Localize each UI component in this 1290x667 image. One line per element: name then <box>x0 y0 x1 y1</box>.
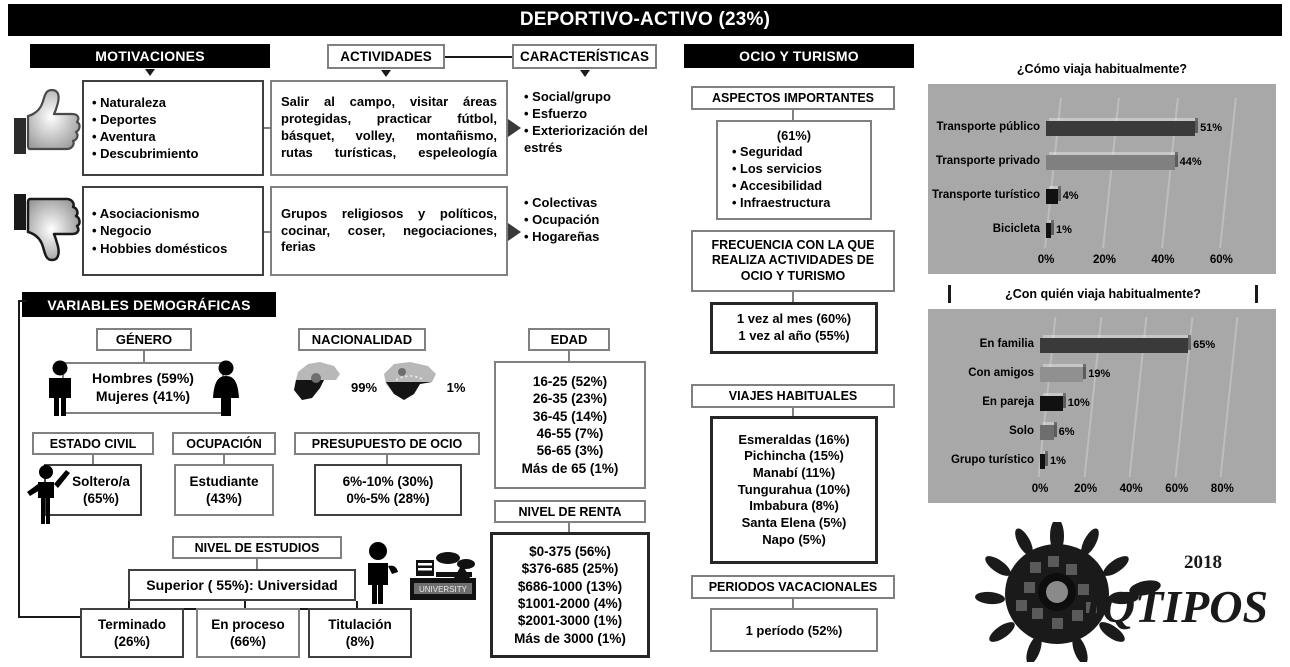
chart-category-label: Grupo turístico <box>950 454 1034 467</box>
section-header-ocio-turismo: OCIO Y TURISMO <box>684 44 914 68</box>
renta-box <box>490 532 650 658</box>
renta-item: Más de 3000 (1%) <box>514 630 626 646</box>
renta-item: $2001-3000 (1%) <box>517 613 623 629</box>
male-figure-icon <box>42 360 78 416</box>
estudios-branch-mid <box>244 601 246 608</box>
edad-box <box>494 361 646 489</box>
chart-value-label: 1% <box>1050 455 1066 468</box>
viaje-item: Pichincha (15%) <box>744 448 844 464</box>
connector-periodos <box>792 599 794 608</box>
chart-bar <box>1046 223 1051 238</box>
estudios-titulacion-pct: (8%) <box>345 634 375 649</box>
chart-con-quien-viaja-plot <box>928 309 1276 503</box>
chart-con-quien-viaja <box>928 285 1276 507</box>
chart-value-label: 19% <box>1088 367 1111 380</box>
logo-name: IQTIPOS <box>1084 581 1269 632</box>
chart-category-label: Solo <box>1009 425 1034 438</box>
thumbs-down-icon <box>12 186 82 264</box>
chart-category-label: Transporte público <box>936 121 1040 133</box>
estado-civil-valor: Soltero/a <box>72 473 130 489</box>
chart-bar <box>1040 396 1063 411</box>
viaje-item: Esmeraldas (16%) <box>738 431 850 447</box>
caracteristica-item: • Exteriorización del estrés <box>524 122 664 156</box>
ecuador-map-icon <box>290 358 346 406</box>
thumbs-up-icon <box>12 88 82 166</box>
motivacion-item: • Aventura <box>92 128 254 145</box>
logo-year: 2018 <box>1184 552 1222 573</box>
section-header-motivaciones: MOTIVACIONES <box>30 44 270 68</box>
motivacion-item: • Hobbies domésticos <box>92 240 254 257</box>
renta-item: $0-375 (56%) <box>529 544 611 560</box>
aspecto-item: • Accesibilidad <box>732 178 870 195</box>
ocupacion-pct: (43%) <box>205 491 242 506</box>
estudios-superior-box: Superior ( 55%): Universidad <box>128 569 356 601</box>
caracteristica-item: • Social/grupo <box>524 88 664 105</box>
person-waving-icon <box>24 462 72 524</box>
ocupacion-box <box>174 464 274 516</box>
edad-title: EDAD <box>528 328 610 351</box>
estado-civil-title: ESTADO CIVIL <box>32 432 154 455</box>
chart-value-label: 65% <box>1193 338 1216 351</box>
estudios-terminado-label: Terminado <box>97 616 166 632</box>
chart-tick-label: 60% <box>1209 254 1233 266</box>
connector-edad <box>568 351 570 361</box>
page-title: DEPORTIVO-ACTIVO (23%) <box>8 4 1282 36</box>
genero-box <box>62 362 224 414</box>
aspectos-importantes-title: ASPECTOS IMPORTANTES <box>691 86 895 110</box>
arrow-actividades <box>381 70 391 77</box>
bracket-bottom <box>18 616 88 618</box>
chart-gridline <box>1220 317 1239 477</box>
edad-item: 26-35 (23%) <box>532 391 608 407</box>
actividades-positivas-box <box>270 80 508 176</box>
chart-tick-label: 20% <box>1074 483 1098 495</box>
motivacion-item: • Naturaleza <box>92 94 254 111</box>
bracket-vertical <box>18 300 20 618</box>
chart-value-label: 51% <box>1200 122 1223 134</box>
edad-item: 16-25 (52%) <box>532 374 608 390</box>
estado-civil-pct: (65%) <box>82 491 119 506</box>
chart-como-viaja-title: ¿Cómo viaja habitualmente? <box>1016 62 1188 76</box>
estudios-titulacion-box <box>308 608 412 658</box>
viaje-item: Imbabura (8%) <box>749 498 839 514</box>
connector-aspectos <box>792 110 794 120</box>
connector-ocupacion <box>223 455 225 464</box>
bracket-top <box>18 300 26 302</box>
university-badge-label: UNIVERSITY <box>418 585 468 594</box>
viaje-item: Tungurahua (10%) <box>737 481 851 497</box>
chart-tick-label: 80% <box>1210 483 1234 495</box>
presupuesto-box <box>314 464 462 516</box>
chart-tick-label: 60% <box>1165 483 1189 495</box>
genero-hombres: Hombres (59%) <box>92 370 194 387</box>
connector-genero <box>143 351 145 362</box>
renta-item: $686-1000 (13%) <box>517 578 623 594</box>
renta-item: $1001-2000 (4%) <box>517 596 623 611</box>
chart-category-label: En pareja <box>982 396 1034 408</box>
chart-con-quien-viaja-title: ¿Con quién viaja habitualmente? <box>948 285 1258 303</box>
arrow-caract-1 <box>508 119 521 137</box>
chart-tick-label: 0% <box>1037 254 1055 266</box>
edad-item: Más de 65 (1%) <box>521 460 619 476</box>
connector-actividades-caracteristicas <box>445 56 512 58</box>
frecuencia-item: 1 vez al año (55%) <box>738 328 850 343</box>
chart-bar <box>1040 425 1054 440</box>
caracteristica-item: • Hogareñas <box>524 228 664 245</box>
university-icon <box>358 538 480 604</box>
frecuencia-title: FRECUENCIA CON LA QUE REALIZA ACTIVIDADES DE OCIO Y TURISMO <box>691 230 895 292</box>
chart-value-label: 44% <box>1179 156 1202 168</box>
connector-mot-act-1 <box>264 127 272 129</box>
genero-mujeres: Mujeres (41%) <box>95 388 191 404</box>
venezuela-map-icon <box>380 358 440 406</box>
estudios-en-proceso-box <box>196 608 300 658</box>
estudios-branch-right <box>356 601 358 608</box>
presupuesto-item: 0%-5% (28%) <box>346 491 430 506</box>
estudios-proceso-label: En proceso <box>211 616 285 632</box>
chart-value-label: 4% <box>1062 190 1079 202</box>
connector-mot-act-2 <box>264 231 272 233</box>
viajes-habituales-title: VIAJES HABITUALES <box>691 384 895 408</box>
connector-estado-civil <box>92 455 94 464</box>
logo-iqtipos <box>962 522 1269 662</box>
chart-bar <box>1040 454 1045 469</box>
motivacion-item: • Deportes <box>92 111 254 128</box>
chart-category-label: Transporte turístico <box>932 189 1040 201</box>
connector-presupuesto <box>386 455 388 464</box>
chart-como-viaja <box>928 62 1276 278</box>
chart-gridline <box>1219 98 1237 248</box>
caracteristicas-negativas-list <box>524 194 664 245</box>
edad-item: 36-45 (14%) <box>532 408 608 424</box>
chart-bar <box>1046 189 1058 204</box>
viaje-item: Napo (5%) <box>762 531 826 547</box>
chart-bar <box>1040 367 1083 382</box>
actividades-negativas-text: Grupos religiosos y políticos, cocinar, coser, negociaciones, ferias <box>281 205 497 255</box>
ocupacion-valor: Estudiante <box>189 473 259 489</box>
chart-value-label: 1% <box>1056 224 1072 236</box>
estudios-terminado-box <box>80 608 184 658</box>
chart-value-label: 6% <box>1058 426 1075 439</box>
chart-value-label: 10% <box>1067 397 1090 409</box>
section-header-caracteristicas: CARACTERÍSTICAS <box>512 44 657 69</box>
caracteristicas-positivas-list <box>524 88 664 157</box>
viaje-item: Santa Elena (5%) <box>741 514 847 530</box>
arrow-caracteristicas <box>580 70 590 77</box>
frecuencia-item: 1 vez al mes (60%) <box>736 311 852 327</box>
periodos-vacacionales-box: 1 período (52%) <box>710 608 878 652</box>
venezuela-percentage: 1% <box>446 380 466 395</box>
caracteristica-item: • Colectivas <box>524 194 664 211</box>
actividades-positivas-text: Salir al campo, visitar áreas protegidas, practicar fútbol, básquet, volley, montañismo, rutas turísticas, espeleología <box>281 94 497 160</box>
aspecto-item: • Seguridad <box>732 144 870 161</box>
edad-item: 46-55 (7%) <box>536 426 604 441</box>
motivacion-item: • Negocio <box>92 222 254 239</box>
motivacion-item: • Descubrimiento <box>92 145 254 162</box>
genero-title: GÉNERO <box>96 328 192 351</box>
chart-bar <box>1046 155 1175 170</box>
nacionalidad-title: NACIONALIDAD <box>298 328 426 351</box>
motivacion-item: • Asociacionismo <box>92 205 254 222</box>
frecuencia-box <box>710 302 878 354</box>
chart-tick-label: 40% <box>1119 483 1143 495</box>
chart-tick-label: 40% <box>1151 254 1175 266</box>
chart-category-label: En familia <box>979 337 1034 350</box>
section-header-actividades: ACTIVIDADES <box>327 44 445 69</box>
viajes-habituales-box <box>710 416 878 564</box>
chart-tick-label: 0% <box>1031 483 1049 495</box>
renta-item: $376-685 (25%) <box>521 561 619 577</box>
presupuesto-title: PRESUPUESTO DE OCIO <box>294 432 480 455</box>
connector-viajes <box>792 408 794 416</box>
chart-category-label: Con amigos <box>968 366 1034 379</box>
estudios-titulacion-label: Titulación <box>328 616 392 632</box>
estudios-title: NIVEL DE ESTUDIOS <box>172 536 342 559</box>
renta-title: NIVEL DE RENTA <box>494 500 646 523</box>
estudios-branch-left <box>128 601 130 608</box>
aspectos-pct: (61%) <box>776 128 812 144</box>
section-header-variables: VARIABLES DEMOGRÁFICAS <box>22 292 276 317</box>
female-figure-icon <box>208 360 244 416</box>
estudios-terminado-pct: (26%) <box>113 634 150 649</box>
aspectos-importantes-box <box>716 120 872 220</box>
estudios-proceso-pct: (66%) <box>229 634 266 649</box>
viaje-item: Manabí (11%) <box>752 465 836 481</box>
arrow-motivaciones <box>145 69 155 76</box>
aspecto-item: • Infraestructura <box>732 195 870 212</box>
connector-estudios <box>256 559 258 569</box>
chart-bar <box>1046 121 1195 136</box>
periodos-vacacionales-title: PERIODOS VACACIONALES <box>691 575 895 599</box>
motivaciones-positivas-box <box>82 80 264 176</box>
ecuador-percentage: 99% <box>350 380 378 395</box>
chart-bar <box>1040 338 1188 353</box>
chart-category-label: Transporte privado <box>935 155 1040 167</box>
actividades-negativas-box <box>270 186 508 276</box>
connector-frecuencia <box>792 292 794 302</box>
caracteristica-item: • Ocupación <box>524 211 664 228</box>
chart-tick-label: 20% <box>1092 254 1116 266</box>
presupuesto-item: 6%-10% (30%) <box>342 473 434 489</box>
connector-renta <box>568 523 570 532</box>
ocupacion-title: OCUPACIÓN <box>172 432 276 455</box>
caracteristica-item: • Esfuerzo <box>524 105 664 122</box>
arrow-caract-2 <box>508 223 521 241</box>
chart-category-label: Bicicleta <box>992 223 1040 235</box>
edad-item: 56-65 (3%) <box>536 443 604 459</box>
motivaciones-negativas-box <box>82 186 264 276</box>
aspecto-item: • Los servicios <box>732 161 870 178</box>
chart-como-viaja-plot <box>928 84 1276 274</box>
